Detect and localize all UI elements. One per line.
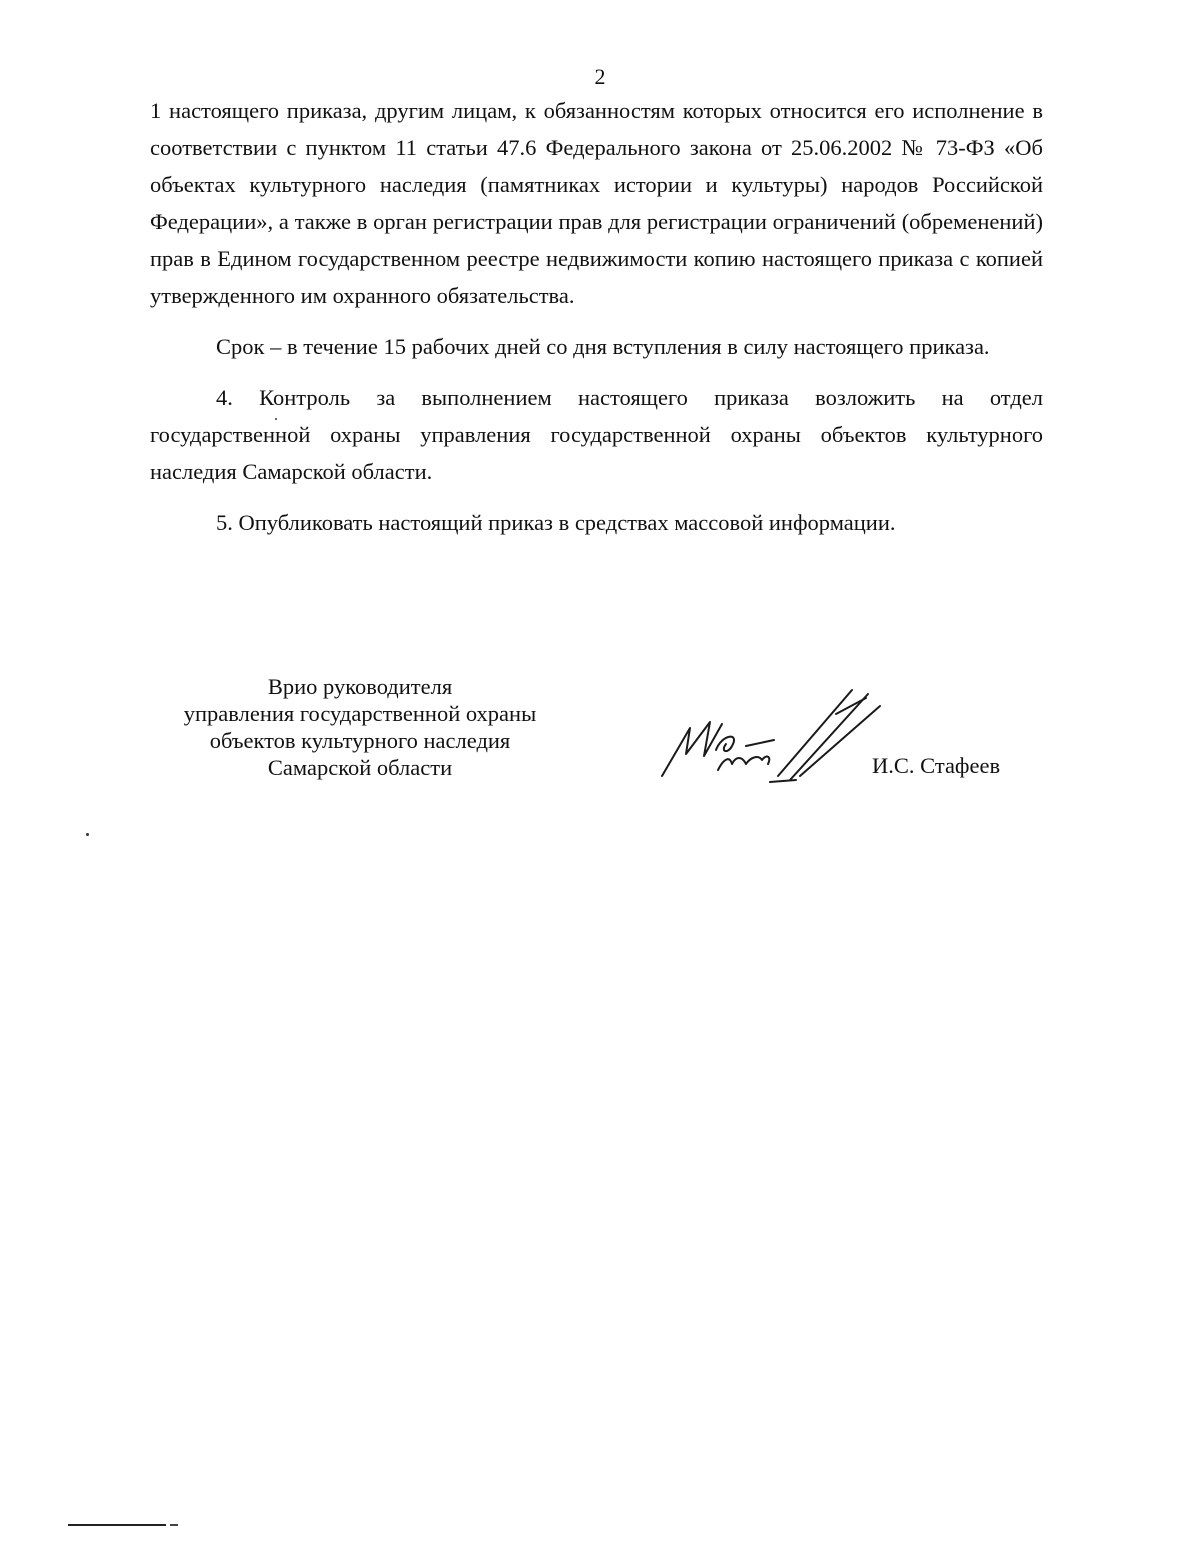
page-number: 2 bbox=[594, 64, 606, 89]
signatory-line: Самарской области bbox=[267, 755, 453, 780]
document-body bbox=[150, 92, 1043, 541]
paragraph-item-4: 4. Контроль за выполнением настоящего приказа возложить на отдел государственной охраны управления государственной охраны объектов культурного наследия Самарской области. bbox=[150, 385, 1043, 484]
scan-speck bbox=[275, 418, 277, 420]
scan-speck bbox=[86, 833, 89, 836]
handwritten-signature bbox=[650, 684, 890, 784]
signatory-line: Врио руководителя bbox=[267, 674, 453, 699]
paragraph-deadline: Срок – в течение 15 рабочих дней со дня вступления в силу настоящего приказа. bbox=[216, 334, 990, 359]
footer-rule-tail bbox=[170, 1524, 178, 1526]
signer-name: И.С. Стафеев bbox=[872, 753, 1001, 778]
footer-rule bbox=[68, 1524, 166, 1526]
paragraph-item-5: 5. Опубликовать настоящий приказ в средствах массовой информации. bbox=[216, 510, 896, 535]
signatory-line: объектов культурного наследия bbox=[209, 728, 511, 753]
signatory-line: управления государственной охраны bbox=[183, 701, 537, 726]
signatory-title bbox=[160, 673, 560, 781]
paragraph-continuation: 1 настоящего приказа, другим лицам, к обязанностям которых относится его исполнение в соответствии с пунктом 11 статьи 47.6 Федерального закона от 25.06.2002 № 73-ФЗ «Об объектах культурного наследия (памятниках истории и культуры) народов Российской Федерации», а также в орган регистрации прав для регистрации ограничений (обременений) прав в Едином государственном реестре недвижимости копию настоящего приказа с копией утвержденного им охранного обязательства. bbox=[150, 98, 1043, 308]
